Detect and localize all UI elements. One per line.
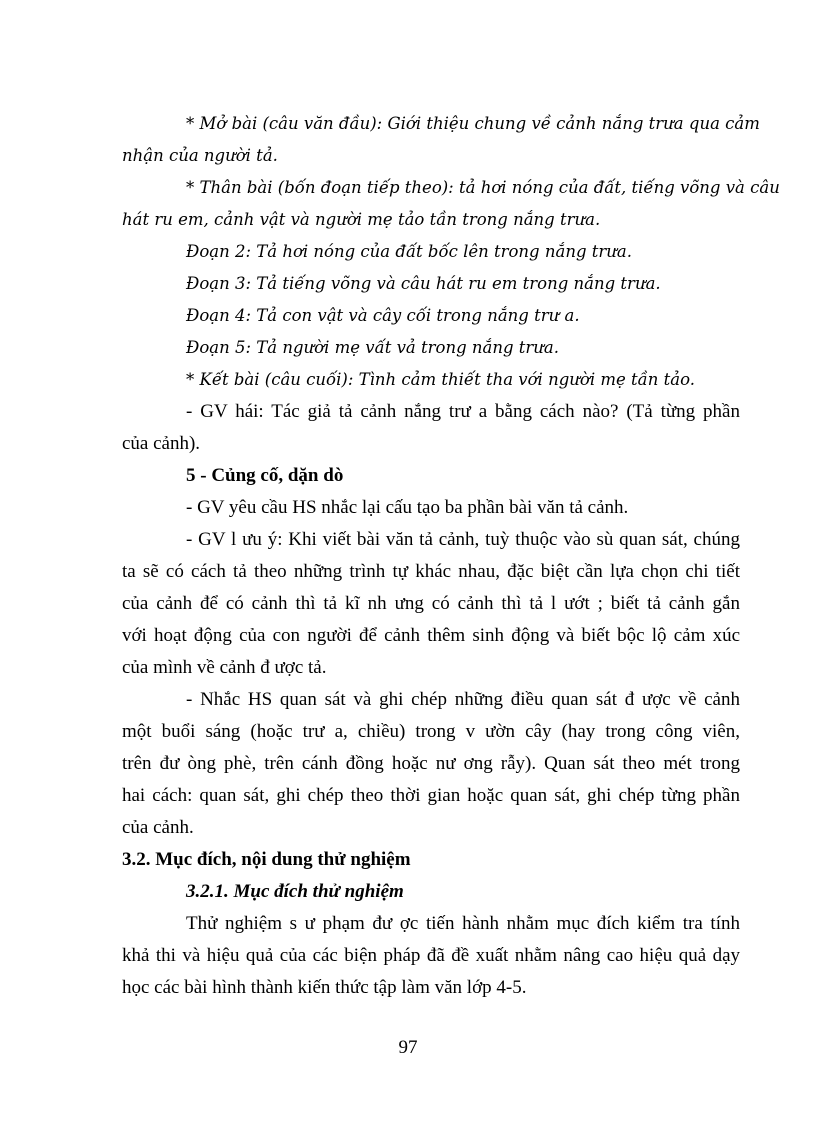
text-line: khả thi và hiệu quả của các biện pháp đã đề xuất nhằm nâng cao hiệu quả dạy — [122, 945, 740, 966]
text-line: hát ru em, cảnh vật và người mẹ tảo tần trong nắng trưa. — [122, 210, 601, 229]
page-number: 97 — [398, 1037, 418, 1058]
text-line: một buổi sáng (hoặc trư a, chiều) trong v ườn cây (hay trong công viên, — [122, 721, 740, 742]
text-line: * Kết bài (câu cuối): Tình cảm thiết tha với người mẹ tần tảo. — [186, 370, 695, 389]
text-line: của cảnh. — [122, 817, 194, 838]
text-line: Đoạn 3: Tả tiếng võng và câu hát ru em trong nắng trưa. — [186, 274, 661, 293]
text-line: - GV l ưu ý: Khi viết bài văn tả cảnh, tuỳ thuộc vào sù quan sát, chúng — [186, 529, 740, 550]
subsection-heading: 3.2.1. Mục đích thử nghiệm — [186, 881, 404, 902]
text-line: với hoạt động của con người để cảnh thêm sinh động và biết bộc lộ cảm xúc — [122, 625, 740, 646]
text-line: - GV hái: Tác giả tả cảnh nắng trư a bằng cách nào? (Tả từng phần — [186, 401, 740, 422]
text-line: Thử nghiệm s ư phạm đư ợc tiến hành nhằm mục đích kiểm tra tính — [186, 913, 740, 934]
text-line: của cảnh). — [122, 433, 201, 454]
section-heading: 5 - Củng cố, dặn dò — [186, 465, 344, 486]
text-line: học các bài hình thành kiến thức tập làm văn lớp 4-5. — [122, 977, 527, 998]
text-line: Đoạn 4: Tả con vật và cây cối trong nắng trư a. — [186, 306, 580, 325]
text-line: Đoạn 5: Tả người mẹ vất vả trong nắng trưa. — [186, 338, 559, 357]
text-line: của cảnh để có cảnh thì tả kĩ nh ưng có cảnh thì tả l ướt ; biết tả cảnh gắn — [122, 593, 740, 614]
section-heading: 3.2. Mục đích, nội dung thử nghiệm — [122, 849, 411, 870]
text-line: của mình về cảnh đ ược tả. — [122, 657, 327, 678]
text-line: nhận của người tả. — [122, 146, 278, 165]
text-line: * Mở bài (câu văn đầu): Giới thiệu chung về cảnh nắng trưa qua cảm — [186, 114, 760, 133]
text-line: trên đư òng phè, trên cánh đồng hoặc nư ơng rẫy). Quan sát theo mét trong — [122, 753, 740, 774]
text-line: * Thân bài (bốn đoạn tiếp theo): tả hơi nóng của đất, tiếng võng và câu — [186, 178, 780, 197]
text-line: ta sẽ có cách tả theo những trình tự khác nhau, đặc biệt cần lựa chọn chi tiết — [122, 561, 740, 582]
text-line: hai cách: quan sát, ghi chép theo thời gian hoặc quan sát, ghi chép từng phần — [122, 785, 740, 806]
text-line: - Nhắc HS quan sát và ghi chép những điều quan sát đ ược về cảnh — [186, 689, 740, 710]
text-line: Đoạn 2: Tả hơi nóng của đất bốc lên trong nắng trưa. — [186, 242, 632, 261]
text-line: - GV yêu cầu HS nhắc lại cấu tạo ba phần bài văn tả cảnh. — [186, 497, 629, 518]
